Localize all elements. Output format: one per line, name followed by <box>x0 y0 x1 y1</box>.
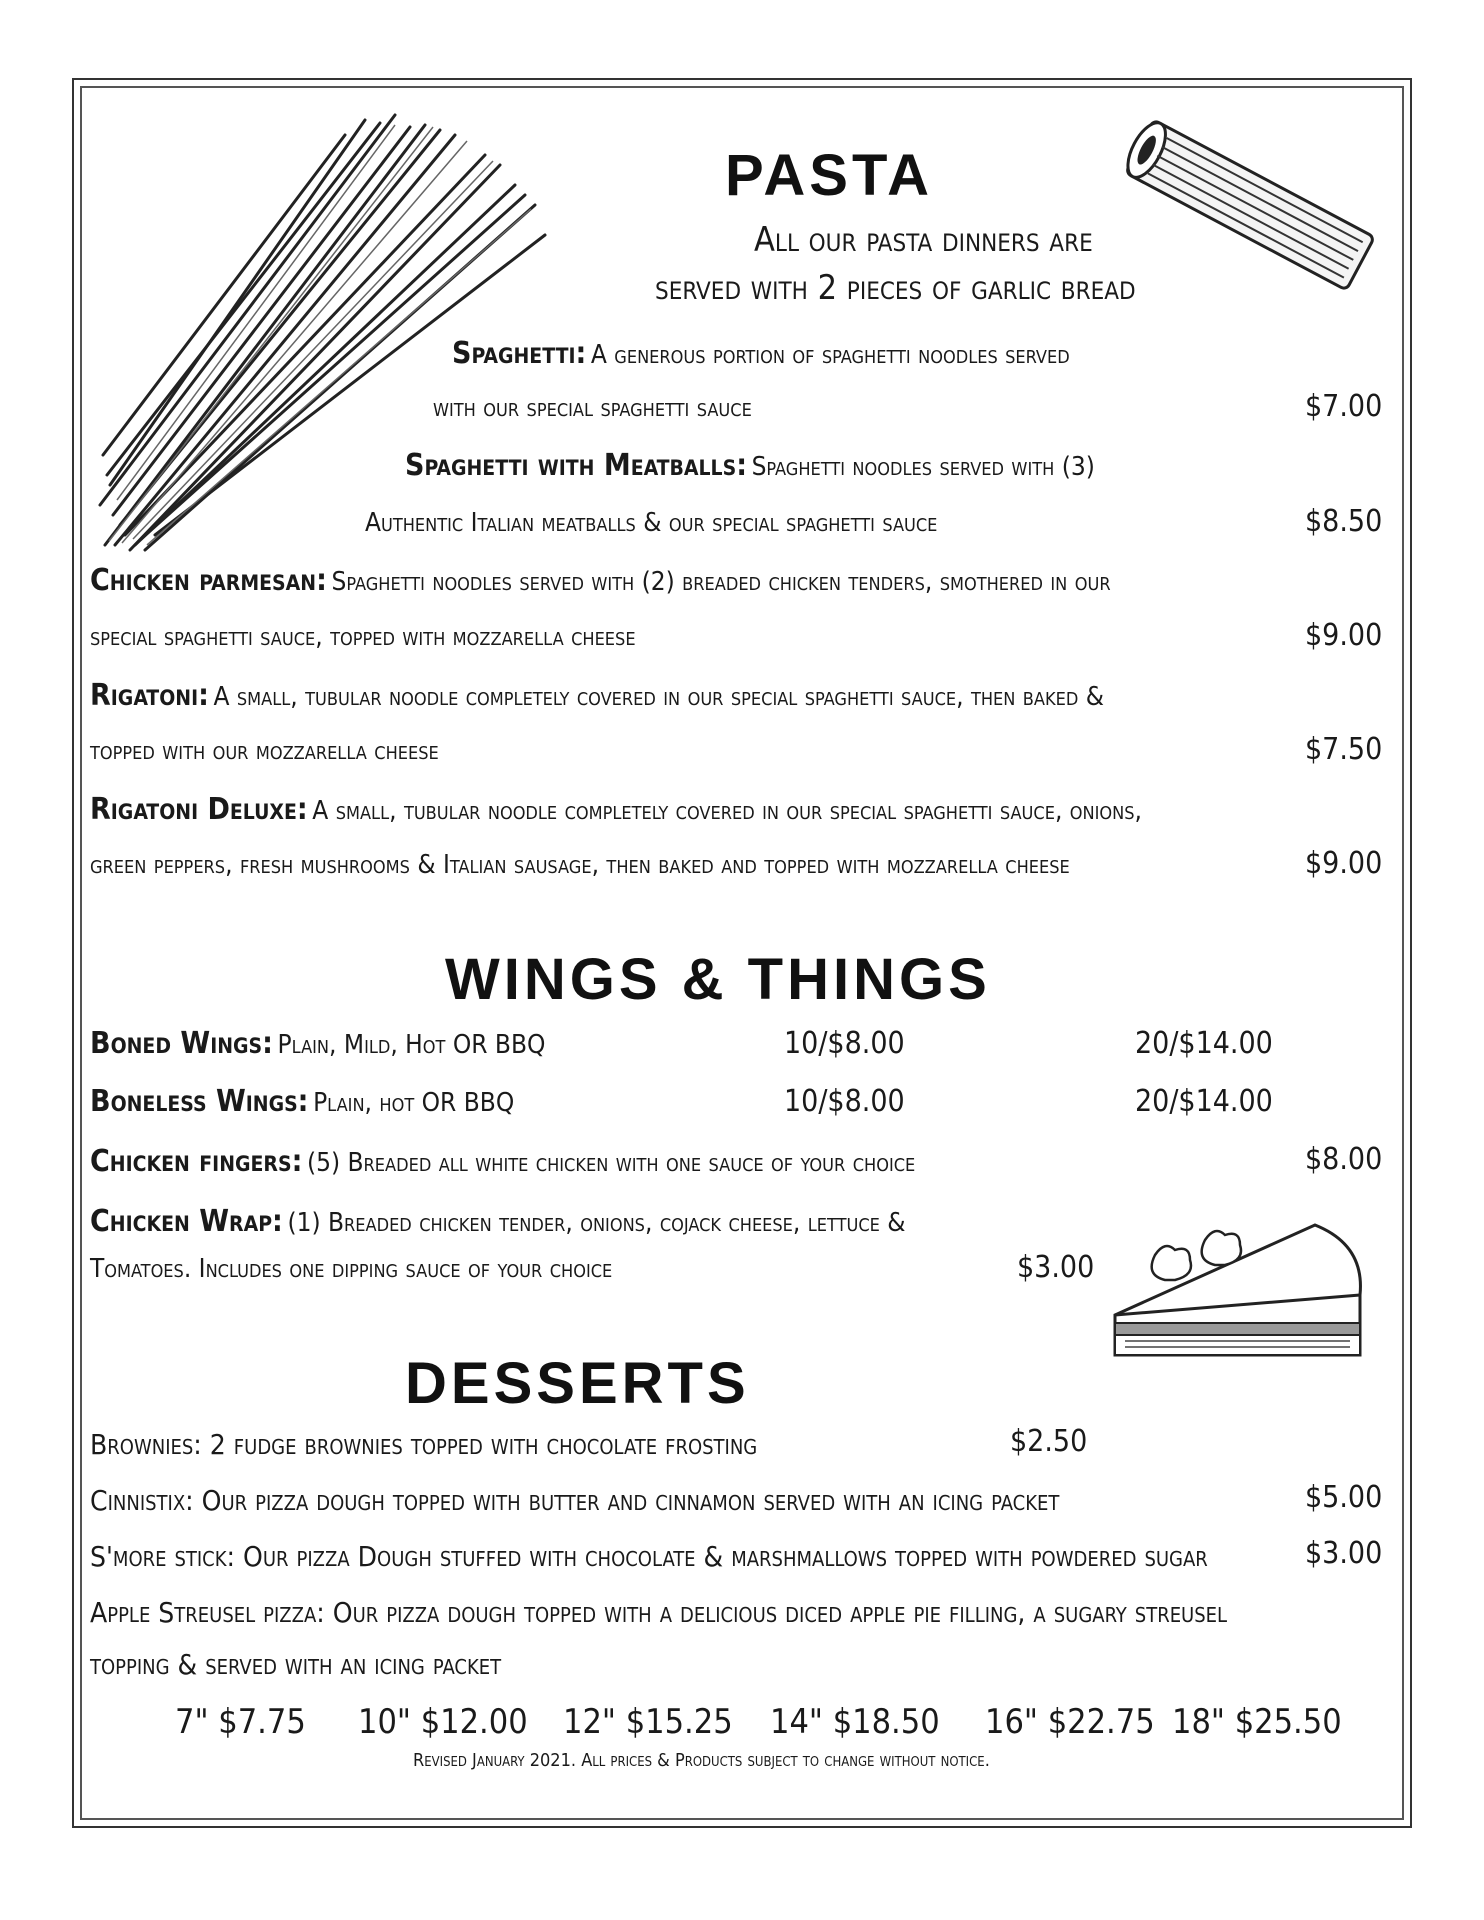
item-price: $7.00 <box>1305 389 1383 424</box>
menu-item-chicken-fingers <box>90 1144 915 1179</box>
item-price-10: 10/$8.00 <box>784 1026 905 1061</box>
item-desc: Plain, hot OR BBQ <box>313 1088 515 1118</box>
menu-item-chicken-parmesan <box>90 563 1111 598</box>
item-desc-line2: topped with our mozzarella cheese <box>90 736 439 766</box>
item-desc-line2: Authentic Italian meatballs & our special spaghetti sauce <box>365 508 938 538</box>
menu-item-spaghetti-meatballs <box>405 448 1095 483</box>
item-price: $5.00 <box>1305 1480 1383 1515</box>
menu-item-boneless-wings <box>90 1084 514 1119</box>
pie-slice-illustration-icon <box>1105 1205 1375 1405</box>
pasta-heading: PASTA <box>725 143 933 208</box>
item-desc: A generous portion of spaghetti noodles served <box>590 340 1070 370</box>
size-price-14: 14" $18.50 <box>770 1702 940 1742</box>
pasta-subtitle-line2: served with 2 pieces of garlic bread <box>655 268 1136 308</box>
item-price-20: 20/$14.00 <box>1135 1084 1273 1119</box>
dessert-brownies: Brownies: 2 fudge brownies topped with chocolate frosting <box>90 1428 758 1461</box>
menu-item-spaghetti <box>452 336 1070 371</box>
item-price-10: 10/$8.00 <box>784 1084 905 1119</box>
item-desc: Plain, Mild, Hot OR BBQ <box>277 1030 546 1060</box>
size-price-18: 18" $25.50 <box>1172 1702 1342 1742</box>
item-name: Spaghetti with Meatballs: <box>405 448 747 483</box>
item-name: Boned Wings: <box>90 1026 273 1061</box>
item-price-20: 20/$14.00 <box>1135 1026 1273 1061</box>
item-desc: Spaghetti noodles served with (2) breaded chicken tenders, smothered in our <box>331 567 1111 597</box>
item-desc: (1) Breaded chicken tender, onions, cojack cheese, lettuce & <box>287 1208 906 1238</box>
item-price: $8.00 <box>1305 1142 1383 1177</box>
pasta-subtitle-line1: All our pasta dinners are <box>754 220 1093 260</box>
item-name: Rigatoni Deluxe: <box>90 792 308 827</box>
size-price-12: 12" $15.25 <box>563 1702 733 1742</box>
size-price-7: 7" $7.75 <box>175 1702 306 1742</box>
item-name: Rigatoni: <box>90 678 209 713</box>
item-price: $8.50 <box>1305 504 1383 539</box>
menu-item-boned-wings <box>90 1026 545 1061</box>
item-name: Spaghetti: <box>452 336 587 371</box>
item-desc: (5) Breaded all white chicken with one sauce of your choice <box>306 1148 916 1178</box>
item-desc: A small, tubular noodle completely covered in our special spaghetti sauce, then baked & <box>213 682 1104 712</box>
dessert-smore-stick: S'more stick: Our pizza Dough stuffed with chocolate & marshmallows topped with powdered sugar <box>90 1540 1208 1573</box>
item-name: Chicken fingers: <box>90 1144 303 1179</box>
item-desc-line2: green peppers, fresh mushrooms & Italian sausage, then baked and topped with mozzarella cheese <box>90 850 1070 880</box>
item-desc-line2: Tomatoes. Includes one dipping sauce of your choice <box>90 1254 613 1284</box>
item-name: Chicken parmesan: <box>90 563 327 598</box>
item-desc: A small, tubular noodle completely covered in our special spaghetti sauce, onions, <box>312 796 1142 826</box>
spaghetti-illustration-icon <box>95 105 555 555</box>
footer-note: Revised January 2021. All prices & Products subject to change without notice. <box>413 1750 990 1771</box>
wings-heading: WINGS & THINGS <box>445 947 991 1012</box>
menu-item-rigatoni-deluxe <box>90 792 1142 827</box>
item-price: $3.00 <box>1017 1250 1095 1285</box>
item-price: $3.00 <box>1305 1536 1383 1571</box>
dessert-cinnistix: Cinnistix: Our pizza dough topped with butter and cinnamon served with an icing packet <box>90 1484 1060 1517</box>
item-desc-line2: with our special spaghetti sauce <box>433 393 752 423</box>
item-price: $9.00 <box>1305 618 1383 653</box>
item-price: $9.00 <box>1305 846 1383 881</box>
size-price-16: 16" $22.75 <box>985 1702 1155 1742</box>
item-name: Boneless Wings: <box>90 1084 309 1119</box>
menu-item-rigatoni <box>90 678 1104 713</box>
penne-illustration-icon <box>1105 105 1395 305</box>
item-desc: Spaghetti noodles served with (3) <box>751 452 1095 482</box>
size-price-10: 10" $12.00 <box>358 1702 528 1742</box>
dessert-apple-streusel: Apple Streusel pizza: Our pizza dough topped with a delicious diced apple pie filling, a sugary streusel <box>90 1596 1228 1629</box>
dessert-apple-streusel-line2: topping & served with an icing packet <box>90 1648 502 1681</box>
item-name: Chicken Wrap: <box>90 1204 283 1239</box>
item-price: $7.50 <box>1305 732 1383 767</box>
item-desc-line2: special spaghetti sauce, topped with mozzarella cheese <box>90 622 636 652</box>
item-price: $2.50 <box>1010 1424 1088 1459</box>
desserts-heading: DESSERTS <box>405 1351 750 1416</box>
menu-item-chicken-wrap <box>90 1204 906 1239</box>
